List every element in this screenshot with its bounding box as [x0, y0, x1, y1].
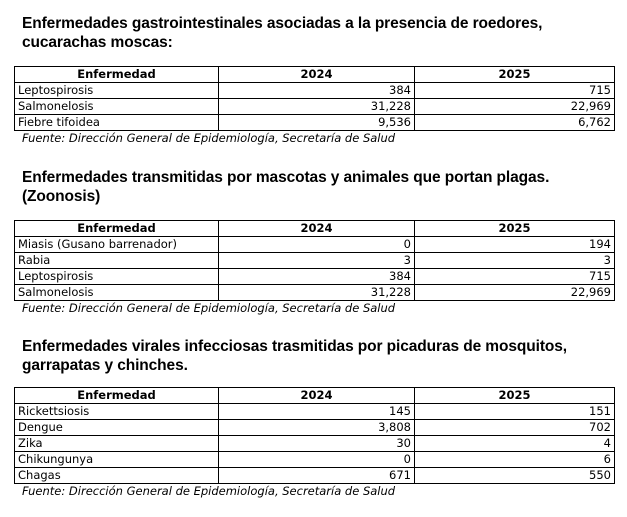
table-row	[15, 99, 615, 115]
disease-name: Chagas	[15, 468, 219, 484]
source-note: Fuente: Dirección General de Epidemiología, Secretaría de Salud	[22, 484, 396, 498]
table-row	[15, 420, 615, 436]
value-2024: 3,808	[219, 420, 415, 436]
value-2025: 6	[415, 452, 615, 468]
section-title	[22, 168, 614, 206]
value-2025: 4	[415, 436, 615, 452]
value-2024: 3	[219, 253, 415, 269]
title-line-1: Enfermedades gastrointestinales asociadas a la presencia de roedores,	[22, 15, 543, 32]
value-2025: 194	[415, 237, 615, 253]
value-2025: 22,969	[415, 285, 615, 301]
disease-name: Dengue	[15, 420, 219, 436]
disease-name: Miasis (Gusano barrenador)	[15, 237, 219, 253]
value-2024: 384	[219, 83, 415, 99]
value-2025: 151	[415, 404, 615, 420]
disease-table	[14, 220, 615, 301]
value-2025: 715	[415, 269, 615, 285]
table-row	[15, 115, 615, 131]
disease-name: Salmonelosis	[15, 285, 219, 301]
disease-name: Chikungunya	[15, 452, 219, 468]
value-2025: 22,969	[415, 99, 615, 115]
table-header-row	[15, 221, 615, 237]
table-row	[15, 285, 615, 301]
disease-name: Zika	[15, 436, 219, 452]
disease-table	[14, 66, 615, 131]
value-2024: 384	[219, 269, 415, 285]
table-header-row	[15, 388, 615, 404]
disease-table	[14, 387, 615, 484]
table-row	[15, 436, 615, 452]
section-zoonosis	[14, 168, 614, 315]
table-row	[15, 452, 615, 468]
value-2025: 550	[415, 468, 615, 484]
header-2025: 2025	[415, 67, 615, 83]
source-note: Fuente: Dirección General de Epidemiología, Secretaría de Salud	[22, 301, 396, 315]
header-2025: 2025	[415, 388, 615, 404]
table-row	[15, 237, 615, 253]
title-line-2: cucarachas moscas:	[22, 34, 173, 51]
section-gastrointestinal	[14, 14, 614, 145]
table-row	[15, 404, 615, 420]
title-line-2: (Zoonosis)	[22, 188, 101, 205]
disease-name: Salmonelosis	[15, 99, 219, 115]
title-line-2: garrapatas y chinches.	[22, 357, 188, 374]
disease-name: Leptospirosis	[15, 83, 219, 99]
header-2024: 2024	[219, 67, 415, 83]
value-2024: 0	[219, 452, 415, 468]
header-disease: Enfermedad	[15, 388, 219, 404]
value-2025: 6,762	[415, 115, 615, 131]
header-2024: 2024	[219, 221, 415, 237]
title-line-1: Enfermedades virales infecciosas trasmitidas por picaduras de mosquitos,	[22, 338, 567, 355]
title-line-1: Enfermedades transmitidas por mascotas y animales que portan plagas.	[22, 169, 550, 186]
table-row	[15, 269, 615, 285]
disease-name: Rabia	[15, 253, 219, 269]
value-2024: 0	[219, 237, 415, 253]
source-note: Fuente: Dirección General de Epidemiología, Secretaría de Salud	[22, 131, 396, 145]
value-2025: 702	[415, 420, 615, 436]
value-2024: 145	[219, 404, 415, 420]
header-2025: 2025	[415, 221, 615, 237]
header-disease: Enfermedad	[15, 67, 219, 83]
table-row	[15, 468, 615, 484]
header-disease: Enfermedad	[15, 221, 219, 237]
table-row	[15, 253, 615, 269]
value-2024: 30	[219, 436, 415, 452]
disease-name: Fiebre tifoidea	[15, 115, 219, 131]
value-2024: 31,228	[219, 285, 415, 301]
header-2024: 2024	[219, 388, 415, 404]
section-title	[22, 14, 614, 52]
section-viral	[14, 337, 614, 498]
section-title	[22, 337, 614, 375]
disease-name: Leptospirosis	[15, 269, 219, 285]
value-2024: 9,536	[219, 115, 415, 131]
value-2024: 671	[219, 468, 415, 484]
value-2024: 31,228	[219, 99, 415, 115]
table-row	[15, 83, 615, 99]
table-header-row	[15, 67, 615, 83]
disease-name: Rickettsiosis	[15, 404, 219, 420]
value-2025: 715	[415, 83, 615, 99]
value-2025: 3	[415, 253, 615, 269]
